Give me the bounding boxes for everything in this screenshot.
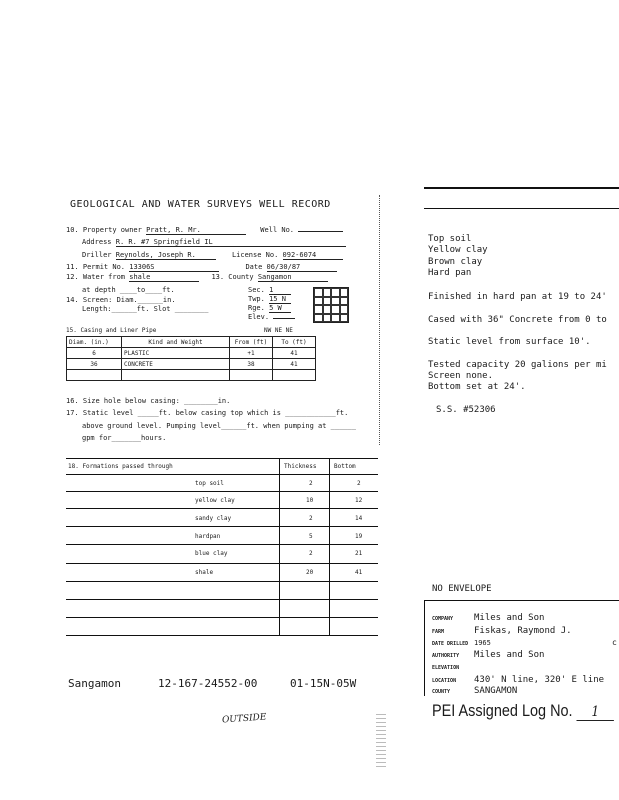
- formation-name: hardpan: [195, 533, 221, 540]
- twp-value: 15 N: [269, 295, 291, 304]
- twp-row: [248, 295, 291, 304]
- casing-cell: [67, 370, 122, 381]
- formation-thickness: 20: [306, 569, 314, 576]
- static-line-1: 17. Static level _____ft. below casing top which is ____________ft.: [66, 409, 349, 417]
- date-label: Date: [245, 263, 263, 271]
- county-label: 13. County: [211, 273, 254, 281]
- meta-label: COUNTY: [432, 689, 451, 695]
- casing-cell: 6: [67, 348, 122, 359]
- casing-col-diam: Diam. (in.): [67, 337, 122, 348]
- sec-row: [248, 286, 291, 295]
- outside-stamp: OUTSIDE: [221, 712, 267, 726]
- well-no-label: Well No.: [260, 226, 295, 234]
- formation-thickness: 2: [309, 515, 313, 522]
- formation-rule: [66, 544, 378, 545]
- formation-bottom: 12: [355, 497, 363, 504]
- property-owner-label: 10. Property owner: [66, 226, 142, 234]
- well-no-value: [298, 231, 343, 232]
- county-value: Sangamon: [258, 273, 328, 282]
- casing-cell: PLASTIC: [122, 348, 230, 359]
- elev-value: [273, 318, 295, 319]
- date-value: 06/30/87: [267, 263, 337, 272]
- rge-value: 5 W: [269, 304, 291, 313]
- formation-thickness: 2: [309, 550, 313, 557]
- form-edge-dashes: [379, 195, 381, 445]
- address-label: Address: [82, 238, 112, 246]
- rge-row: [248, 304, 291, 313]
- rge-label: Rge.: [248, 304, 265, 312]
- meta-label: ELEVATION: [432, 665, 460, 671]
- log-finished: Finished in hard pan at 19 to 24': [428, 292, 607, 302]
- water-from-label: 12. Water from: [66, 273, 126, 281]
- casing-quarter: NW NE NE: [264, 327, 293, 334]
- address-value: R. R. #7 Springfield IL: [116, 238, 346, 247]
- pei-value: 1: [577, 704, 614, 721]
- casing-cell: [230, 370, 273, 381]
- formation-name: blue clay: [195, 550, 228, 557]
- meta-label: LOCATION: [432, 678, 457, 684]
- license-label: License No.: [231, 251, 279, 259]
- log-line: Hard pan: [428, 268, 472, 278]
- meta-value: Miles and Son: [474, 613, 545, 623]
- formation-name: sandy clay: [195, 515, 232, 522]
- formation-bottom: 2: [357, 480, 361, 487]
- no-envelope-label: NO ENVELOPE: [432, 584, 492, 594]
- formations-col-line-1: [279, 459, 280, 636]
- log-static: Static level from surface 10'.: [428, 337, 591, 347]
- formations-header-rule: [66, 474, 378, 475]
- formation-rule: [66, 526, 378, 527]
- formations-col-line-2: [329, 459, 330, 636]
- formation-name: shale: [195, 569, 214, 576]
- driller-label: Driller: [82, 251, 112, 259]
- scan-speckle: [376, 712, 386, 767]
- casing-row: [67, 370, 316, 381]
- casing-cell: 41: [273, 348, 316, 359]
- formation-thickness: 10: [306, 497, 314, 504]
- formations-bottom-rule: [66, 635, 378, 636]
- casing-row: [67, 348, 316, 359]
- static-line-3: gpm for_______hours.: [82, 434, 167, 442]
- formation-rule: [66, 617, 378, 618]
- formation-rule: [66, 599, 378, 600]
- address-row: [82, 238, 346, 247]
- casing-cell: 36: [67, 359, 122, 370]
- section-locator-grid: [313, 287, 349, 323]
- casing-header-row: [67, 337, 316, 348]
- casing-cell: +1: [230, 348, 273, 359]
- formation-bottom: 14: [355, 515, 363, 522]
- formation-rule: [66, 491, 378, 492]
- meta-value: Miles and Son: [474, 650, 545, 660]
- formation-name: yellow clay: [195, 497, 235, 504]
- meta-value: 430' N line, 320' E line: [474, 675, 605, 685]
- formation-name: top soil: [195, 480, 224, 487]
- casing-col-from: From (ft): [230, 337, 273, 348]
- casing-cell: [273, 370, 316, 381]
- log-bottom: Bottom set at 24'.: [428, 382, 526, 392]
- casing-col-to: To (ft): [273, 337, 316, 348]
- meta-value: 1965: [474, 639, 491, 647]
- permit-value: 13306S: [129, 263, 219, 272]
- meta-top-rule: [424, 600, 619, 601]
- right-top-rule-thick: [424, 187, 619, 189]
- casing-cell: 38: [230, 359, 273, 370]
- formations-col-bottom: Bottom: [334, 463, 356, 470]
- static-line-2: above ground level. Pumping level______ft. when pumping at ______: [82, 422, 356, 430]
- meta-edge-char: c: [612, 638, 617, 647]
- pei-log-number: [432, 701, 614, 721]
- meta-label: COMPANY: [432, 616, 454, 622]
- property-owner-value: Pratt, R. Mr.: [146, 226, 246, 235]
- meta-label: FARM: [432, 629, 445, 635]
- footer-location: 01-15N-05W: [290, 677, 357, 690]
- casing-row: [67, 359, 316, 370]
- elev-label: Elev.: [248, 313, 270, 321]
- log-cased: Cased with 36" Concrete from 0 to: [428, 315, 607, 325]
- permit-row: [66, 263, 337, 272]
- log-line: Yellow clay: [428, 245, 488, 255]
- depth-line: at depth ____to____ft.: [82, 286, 175, 294]
- meta-row-company: [432, 613, 544, 626]
- meta-value: SANGAMON: [474, 686, 518, 696]
- water-from-value: shale: [129, 273, 199, 282]
- meta-row-elevation: [432, 662, 474, 675]
- formation-rule: [66, 508, 378, 509]
- formation-bottom: 21: [355, 550, 363, 557]
- permit-label: 11. Permit No.: [66, 263, 126, 271]
- size-hole-line: 16. Size hole below casing: ________in.: [66, 397, 231, 405]
- form-title: GEOLOGICAL AND WATER SURVEYS WELL RECORD: [70, 199, 331, 210]
- meta-left-rule: [424, 600, 425, 696]
- formation-thickness: 2: [309, 480, 313, 487]
- log-ss-number: S.S. #52306: [436, 405, 496, 415]
- casing-cell: 41: [273, 359, 316, 370]
- screen-line: 14. Screen: Diam.______in.: [66, 296, 176, 304]
- footer-api-number: 12-167-24552-00: [158, 677, 258, 690]
- length-line: Length:______ft. Slot ________: [82, 305, 209, 313]
- meta-label: AUTHORITY: [432, 653, 460, 659]
- formations-top-rule: [66, 458, 378, 459]
- log-screen: Screen none.: [428, 371, 494, 381]
- right-top-rule-thin: [424, 208, 619, 209]
- formation-bottom: 41: [355, 569, 363, 576]
- property-owner-row: [66, 226, 343, 235]
- log-line: Brown clay: [428, 257, 483, 267]
- pei-label: PEI Assigned Log No.: [432, 701, 573, 720]
- elev-row: [248, 313, 295, 321]
- sec-value: 1: [269, 286, 291, 295]
- footer-county: Sangamon: [68, 677, 121, 690]
- casing-col-kind: Kind and Weight: [122, 337, 230, 348]
- casing-table: [66, 336, 316, 381]
- log-tested: Tested capacity 20 galions per mi: [428, 360, 607, 370]
- casing-heading: 15. Casing and Liner Pipe: [66, 327, 157, 334]
- driller-value: Reynolds, Joseph R.: [116, 251, 216, 260]
- water-from-row: [66, 273, 328, 282]
- formations-col-thickness: Thickness: [284, 463, 317, 470]
- meta-row-county: [432, 686, 517, 699]
- sec-label: Sec.: [248, 286, 265, 294]
- log-line: Top soil: [428, 234, 472, 244]
- formation-thickness: 5: [309, 533, 313, 540]
- meta-value: Fiskas, Raymond J.: [474, 626, 572, 636]
- twp-label: Twp.: [248, 295, 265, 303]
- license-value: 092-6074: [283, 251, 343, 260]
- formations-heading: 18. Formations passed through: [68, 463, 173, 470]
- casing-cell: [122, 370, 230, 381]
- driller-row: [82, 251, 343, 260]
- formation-rule: [66, 581, 378, 582]
- formation-bottom: 19: [355, 533, 363, 540]
- formation-rule: [66, 563, 378, 564]
- casing-cell: CONCRETE: [122, 359, 230, 370]
- meta-label: DATE DRILLED: [432, 641, 469, 647]
